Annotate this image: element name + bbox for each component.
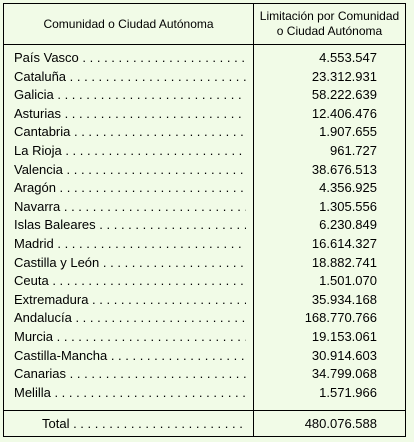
table-body <box>4 49 405 402</box>
table-row <box>4 86 405 105</box>
table-row <box>4 291 405 310</box>
table-row <box>4 68 405 87</box>
table-row <box>4 105 405 124</box>
row-name: Melilla . . . <box>14 384 246 403</box>
row-name: País Vasco . . . <box>14 49 246 68</box>
row-name: Extremadura . . . <box>14 291 246 310</box>
row-name: Murcia . . . <box>14 328 246 347</box>
table-row <box>4 49 405 68</box>
row-value: 34.799.068 <box>311 366 377 382</box>
row-value: 18.882.741 <box>311 254 377 270</box>
row-value: 168.770.766 <box>304 310 377 326</box>
table-row <box>4 142 405 161</box>
table-row <box>4 198 405 217</box>
header-limitation-line2: o Ciudad Autónoma <box>276 24 383 38</box>
table-row <box>4 254 405 273</box>
row-value: 35.934.168 <box>311 291 377 307</box>
row-name: Asturias . . . <box>14 105 246 124</box>
row-value: 12.406.476 <box>311 105 377 121</box>
row-value: 6.230.849 <box>319 217 377 233</box>
row-name: Andalucía . . . <box>14 309 246 328</box>
row-value: 4.553.547 <box>319 50 377 65</box>
table-row <box>4 272 405 291</box>
table-row <box>4 309 405 328</box>
total-value: 480.076.588 <box>304 416 377 431</box>
table-row <box>4 123 405 142</box>
row-value: 23.312.931 <box>311 68 377 84</box>
limitation-table <box>3 3 406 437</box>
row-name: Cantabria . . . <box>14 123 246 142</box>
table-row <box>4 235 405 254</box>
table-row <box>4 365 405 384</box>
table-header <box>4 4 405 45</box>
row-value: 19.153.061 <box>311 328 377 344</box>
row-value: 30.914.603 <box>311 347 377 363</box>
row-value: 961.727 <box>330 142 377 158</box>
table-row <box>4 179 405 198</box>
row-name: La Rioja . . . <box>14 142 246 161</box>
header-limitation <box>254 4 405 44</box>
row-value: 58.222.639 <box>311 87 377 103</box>
header-limitation-line1: Limitación por Comunidad <box>259 9 400 23</box>
row-name: Valencia . . . <box>14 161 246 180</box>
row-value: 38.676.513 <box>311 161 377 177</box>
table-row <box>4 347 405 366</box>
row-name: Navarra . . . <box>14 198 246 217</box>
table-row <box>4 216 405 235</box>
table-row <box>4 161 405 180</box>
total-divider <box>4 410 405 411</box>
row-name: Canarias . . . <box>14 365 246 384</box>
row-name: Galicia . . . <box>14 86 246 105</box>
row-name: Madrid . . . <box>14 235 246 254</box>
total-row <box>4 414 405 434</box>
row-name: Castilla-Mancha . . . <box>14 347 246 366</box>
row-value: 1.305.556 <box>319 198 377 214</box>
row-value: 1.907.655 <box>319 124 377 140</box>
row-value: 4.356.925 <box>319 180 377 196</box>
row-name: Ceuta . . . <box>14 272 246 291</box>
row-value: 1.571.966 <box>319 384 377 400</box>
row-name: Islas Baleares . . . <box>14 216 246 235</box>
row-value: 16.614.327 <box>311 235 377 251</box>
row-name: Castilla y León . . . <box>14 254 246 273</box>
row-name: Aragón . . . <box>14 179 246 198</box>
row-value: 1.501.070 <box>319 273 377 289</box>
table-row <box>4 384 405 403</box>
header-community: Comunidad o Ciudad Autónoma <box>43 17 214 31</box>
total-label: Total . . . <box>42 414 246 434</box>
row-name: Cataluña . . . <box>14 68 246 87</box>
table-row <box>4 328 405 347</box>
